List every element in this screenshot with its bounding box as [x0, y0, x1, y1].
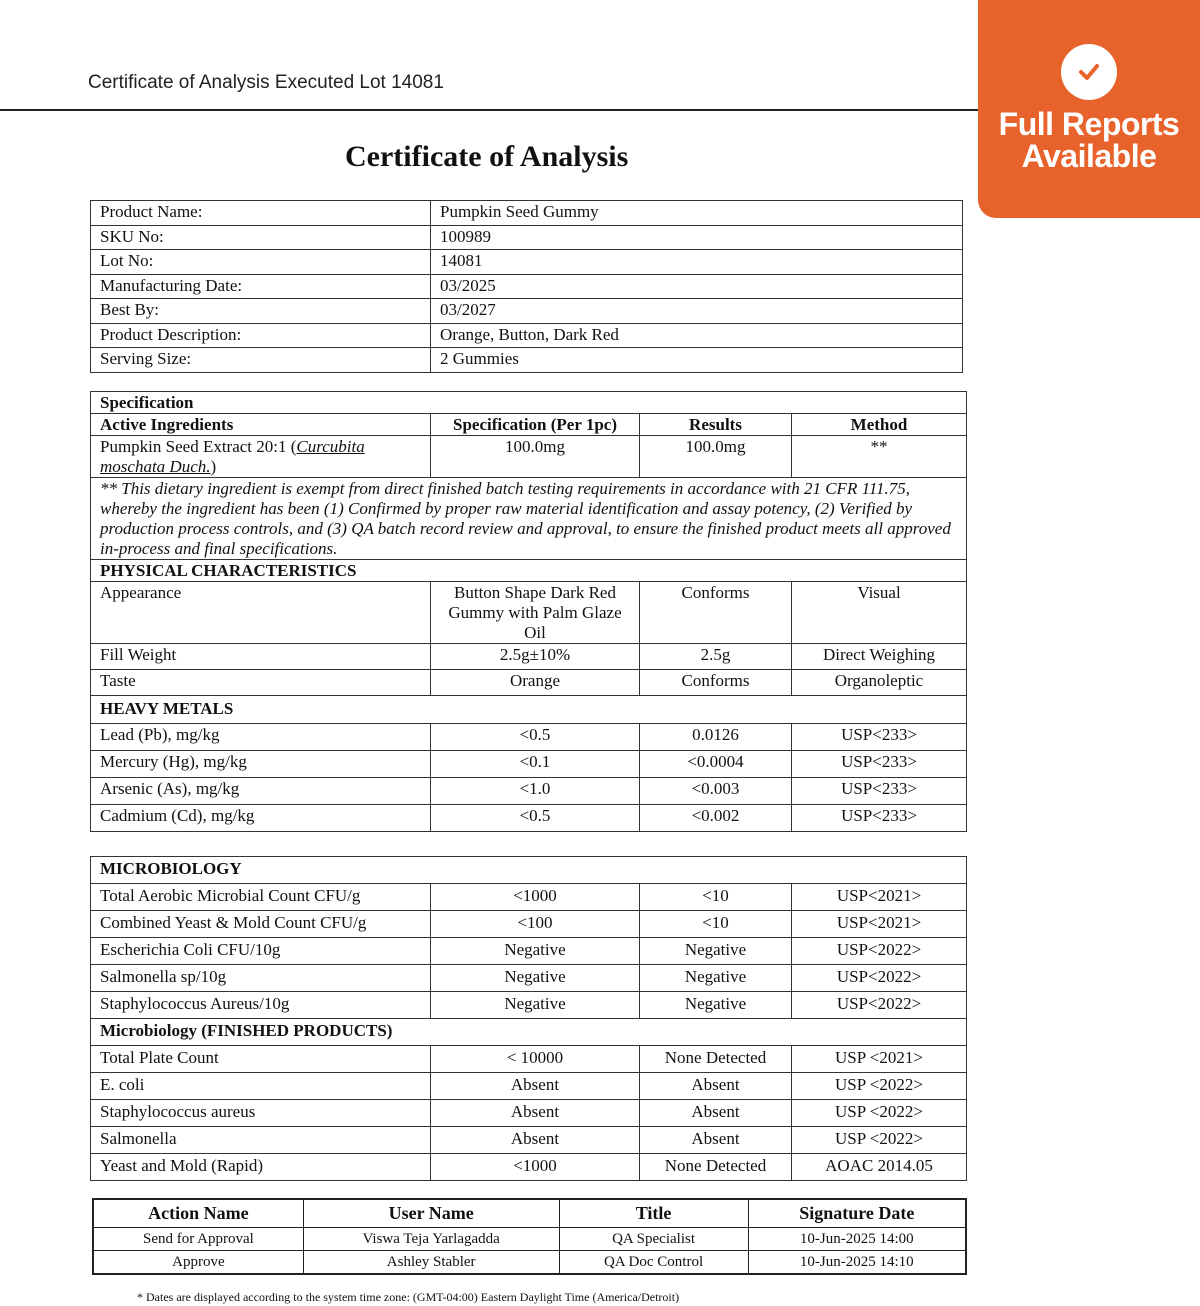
- finished-product-row-name: Yeast and Mold (Rapid): [91, 1154, 431, 1181]
- finished-product-row-spec: <1000: [431, 1154, 640, 1181]
- finished-product-row-results: Absent: [640, 1073, 792, 1100]
- product-info-value: Orange, Button, Dark Red: [431, 323, 963, 348]
- microbiology-row: [91, 911, 967, 938]
- product-info-row: [91, 323, 963, 348]
- active-spec: 100.0mg: [431, 436, 640, 478]
- signature-cell: QA Doc Control: [559, 1250, 748, 1274]
- product-info-row: [91, 201, 963, 226]
- finished-product-row-method: USP <2022>: [792, 1073, 967, 1100]
- microbiology-row-name: Staphylococcus Aureus/10g: [91, 992, 431, 1019]
- product-info-label: Serving Size:: [91, 348, 431, 373]
- microbiology-row-method: USP<2021>: [792, 884, 967, 911]
- physical-row: [91, 582, 967, 644]
- heavy-metal-row-name: Mercury (Hg), mg/kg: [91, 751, 431, 778]
- finished-product-row-results: None Detected: [640, 1046, 792, 1073]
- physical-row-name: Taste: [91, 670, 431, 696]
- heavy-metal-row-spec: <0.5: [431, 805, 640, 832]
- heavy-metal-row: [91, 724, 967, 751]
- signature-cell: Send for Approval: [93, 1227, 303, 1250]
- physical-row-results: Conforms: [640, 582, 792, 644]
- microbiology-row-spec: <100: [431, 911, 640, 938]
- heavy-metal-row-spec: <1.0: [431, 778, 640, 805]
- col-active-ingredients: Active Ingredients: [91, 414, 431, 436]
- specification-heading: Specification: [91, 392, 967, 414]
- finished-product-row-method: USP <2021>: [792, 1046, 967, 1073]
- finished-product-row: [91, 1046, 967, 1073]
- physical-row-spec: Button Shape Dark Red Gummy with Palm Glaze Oil: [431, 582, 640, 644]
- heavy-metal-row-results: <0.003: [640, 778, 792, 805]
- microbiology-row-spec: Negative: [431, 938, 640, 965]
- signature-cell: 10-Jun-2025 14:00: [748, 1227, 966, 1250]
- physical-row: [91, 670, 967, 696]
- active-ingredient-name: [91, 436, 431, 478]
- finished-product-row-name: Salmonella: [91, 1127, 431, 1154]
- heavy-metal-row-method: USP<233>: [792, 805, 967, 832]
- physical-row-results: Conforms: [640, 670, 792, 696]
- microbiology-row-name: Salmonella sp/10g: [91, 965, 431, 992]
- finished-products-heading: Microbiology (FINISHED PRODUCTS): [91, 1019, 967, 1046]
- finished-product-row: [91, 1073, 967, 1100]
- badge-label: [978, 108, 1200, 172]
- heavy-metal-row-results: <0.002: [640, 805, 792, 832]
- signature-column-header: Title: [559, 1199, 748, 1227]
- signature-column-header: User Name: [303, 1199, 559, 1227]
- microbiology-row-spec: Negative: [431, 965, 640, 992]
- header-divider: [0, 109, 978, 111]
- heavy-metals-heading: HEAVY METALS: [91, 696, 967, 724]
- microbiology-row-results: <10: [640, 884, 792, 911]
- product-info-row: [91, 274, 963, 299]
- finished-product-row: [91, 1127, 967, 1154]
- microbiology-row: [91, 938, 967, 965]
- heavy-metal-row-name: Lead (Pb), mg/kg: [91, 724, 431, 751]
- document-title: Certificate of Analysis: [345, 140, 629, 173]
- col-method: Method: [792, 414, 967, 436]
- ingredient-latin-2: moschata Duch.: [100, 457, 211, 476]
- finished-product-row-spec: Absent: [431, 1073, 640, 1100]
- finished-product-row-name: Staphylococcus aureus: [91, 1100, 431, 1127]
- finished-product-row-spec: < 10000: [431, 1046, 640, 1073]
- microbiology-row: [91, 992, 967, 1019]
- finished-product-row-results: Absent: [640, 1127, 792, 1154]
- heavy-metal-row-name: Arsenic (As), mg/kg: [91, 778, 431, 805]
- finished-product-row-name: Total Plate Count: [91, 1046, 431, 1073]
- signature-row: [93, 1227, 966, 1250]
- heavy-metal-row: [91, 778, 967, 805]
- physical-row-spec: 2.5g±10%: [431, 644, 640, 670]
- physical-heading: PHYSICAL CHARACTERISTICS: [91, 560, 967, 582]
- product-info-label: Lot No:: [91, 250, 431, 275]
- signature-cell: Approve: [93, 1250, 303, 1274]
- finished-product-row-method: USP <2022>: [792, 1100, 967, 1127]
- product-info-label: Best By:: [91, 299, 431, 324]
- physical-row-results: 2.5g: [640, 644, 792, 670]
- header-title: Certificate of Analysis Executed Lot 14081: [88, 72, 444, 93]
- microbiology-row-results: Negative: [640, 965, 792, 992]
- microbiology-row-method: USP<2022>: [792, 992, 967, 1019]
- product-info-value: 100989: [431, 225, 963, 250]
- product-info-label: Manufacturing Date:: [91, 274, 431, 299]
- col-results: Results: [640, 414, 792, 436]
- product-info-row: [91, 299, 963, 324]
- finished-product-row-spec: Absent: [431, 1100, 640, 1127]
- signature-header-row: [93, 1199, 966, 1227]
- signature-cell: Ashley Stabler: [303, 1250, 559, 1274]
- signature-cell: Viswa Teja Yarlagadda: [303, 1227, 559, 1250]
- physical-row-method: Organoleptic: [792, 670, 967, 696]
- product-info-value: 2 Gummies: [431, 348, 963, 373]
- microbiology-row-results: Negative: [640, 992, 792, 1019]
- finished-product-row-method: AOAC 2014.05: [792, 1154, 967, 1181]
- timezone-footnote: * Dates are displayed according to the system time zone: (GMT-04:00) Eastern Daylight Time (America/Detroit): [137, 1290, 680, 1304]
- heavy-metal-row-method: USP<233>: [792, 724, 967, 751]
- heavy-metal-row: [91, 805, 967, 832]
- finished-product-row-results: Absent: [640, 1100, 792, 1127]
- signature-column-header: Action Name: [93, 1199, 303, 1227]
- microbiology-row: [91, 965, 967, 992]
- microbiology-row-name: Total Aerobic Microbial Count CFU/g: [91, 884, 431, 911]
- full-reports-badge[interactable]: [978, 0, 1200, 218]
- finished-product-row-method: USP <2022>: [792, 1127, 967, 1154]
- physical-row-method: Visual: [792, 582, 967, 644]
- active-method: **: [792, 436, 967, 478]
- signature-row: [93, 1250, 966, 1274]
- heavy-metal-row-method: USP<233>: [792, 778, 967, 805]
- product-info-row: [91, 348, 963, 373]
- microbiology-row-name: Escherichia Coli CFU/10g: [91, 938, 431, 965]
- col-specification: Specification (Per 1pc): [431, 414, 640, 436]
- exemption-note: ** This dietary ingredient is exempt from direct finished batch testing requirements in accordance with 21 CFR 111.75, whereby the ingredient has been (1) Confirmed by proper raw material identification and assay potency, (2) Verified by production process controls, and (3) QA batch record review and approval, to ensure the finished product meets all approved in-process and final specifications.: [91, 478, 967, 560]
- physical-row-spec: Orange: [431, 670, 640, 696]
- microbiology-heading: MICROBIOLOGY: [91, 857, 967, 884]
- signature-table: [92, 1198, 967, 1275]
- product-info-label: Product Description:: [91, 323, 431, 348]
- physical-row-name: Appearance: [91, 582, 431, 644]
- finished-product-row-spec: Absent: [431, 1127, 640, 1154]
- heavy-metal-row-method: USP<233>: [792, 751, 967, 778]
- product-info-label: Product Name:: [91, 201, 431, 226]
- product-info-label: SKU No:: [91, 225, 431, 250]
- heavy-metal-row-results: <0.0004: [640, 751, 792, 778]
- finished-product-row: [91, 1154, 967, 1181]
- product-info-row: [91, 250, 963, 275]
- microbiology-row-spec: <1000: [431, 884, 640, 911]
- active-result: 100.0mg: [640, 436, 792, 478]
- product-info-value: 03/2027: [431, 299, 963, 324]
- heavy-metal-row-spec: <0.1: [431, 751, 640, 778]
- microbiology-row-method: USP<2022>: [792, 938, 967, 965]
- microbiology-row: [91, 884, 967, 911]
- ingredient-name-prefix: Pumpkin Seed Extract 20:1 (: [100, 437, 297, 456]
- heavy-metal-row-spec: <0.5: [431, 724, 640, 751]
- product-info-value: 03/2025: [431, 274, 963, 299]
- microbiology-row-results: <10: [640, 911, 792, 938]
- finished-product-row-name: E. coli: [91, 1073, 431, 1100]
- signature-column-header: Signature Date: [748, 1199, 966, 1227]
- finished-product-row-results: None Detected: [640, 1154, 792, 1181]
- physical-row: [91, 644, 967, 670]
- heavy-metal-row: [91, 751, 967, 778]
- heavy-metal-row-name: Cadmium (Cd), mg/kg: [91, 805, 431, 832]
- microbiology-row-results: Negative: [640, 938, 792, 965]
- microbiology-row-method: USP<2021>: [792, 911, 967, 938]
- microbiology-row-method: USP<2022>: [792, 965, 967, 992]
- microbiology-row-spec: Negative: [431, 992, 640, 1019]
- heavy-metal-row-results: 0.0126: [640, 724, 792, 751]
- finished-product-row: [91, 1100, 967, 1127]
- ingredient-name-suffix: ): [210, 457, 217, 476]
- badge-line-2: Available: [1021, 138, 1157, 174]
- physical-row-name: Fill Weight: [91, 644, 431, 670]
- check-icon: [1061, 44, 1117, 100]
- signature-cell: QA Specialist: [559, 1227, 748, 1250]
- physical-row-method: Direct Weighing: [792, 644, 967, 670]
- microbiology-row-name: Combined Yeast & Mold Count CFU/g: [91, 911, 431, 938]
- product-info-table: [90, 200, 963, 373]
- product-info-value: Pumpkin Seed Gummy: [431, 201, 963, 226]
- signature-cell: 10-Jun-2025 14:10: [748, 1250, 966, 1274]
- badge-line-1: Full Reports: [998, 106, 1180, 142]
- product-info-row: [91, 225, 963, 250]
- product-info-value: 14081: [431, 250, 963, 275]
- ingredient-latin-1: Curcubita: [296, 437, 365, 456]
- specification-table: [90, 391, 967, 832]
- microbiology-table: [90, 856, 967, 1181]
